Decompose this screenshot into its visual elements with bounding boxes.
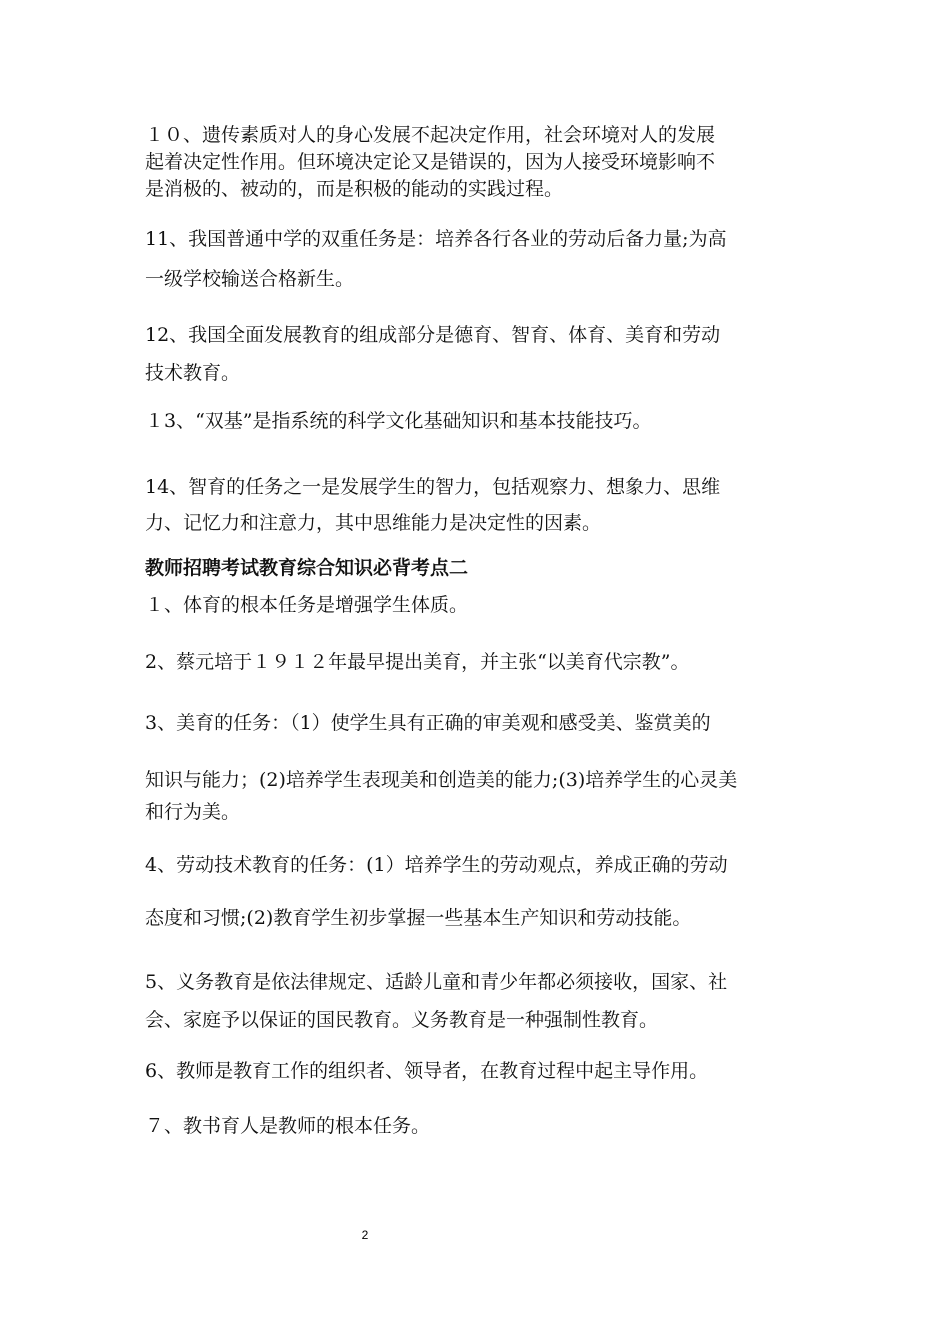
item-line: 5、义务教育是依法律规定、适龄儿童和青少年都必须接收，国家、社 — [145, 971, 728, 993]
paragraph-12 — [145, 318, 815, 394]
page-number: 2 — [361, 1228, 369, 1242]
paragraph-14 — [145, 470, 815, 546]
paragraph-line: 12、我国全面发展教育的组成部分是德育、智育、体育、美育和劳动 — [145, 324, 721, 346]
paragraph-line: 力、记忆力和注意力，其中思维能力是决定性的因素。 — [145, 512, 602, 534]
section-item-3 — [145, 706, 815, 826]
paragraph-line: 一级学校输送合格新生。 — [145, 268, 355, 290]
section-heading — [145, 554, 815, 582]
section-item-5 — [145, 965, 815, 1041]
section-item-1 — [145, 588, 815, 626]
paragraph-line: 11、我国普通中学的双重任务是：培养各行各业的劳动后备力量;为高 — [145, 228, 727, 250]
paragraph-line: １3、“双基”是指系统的科学文化基础知识和基本技能技巧。 — [145, 410, 652, 432]
item-line: 3、美育的任务：（1）使学生具有正确的审美观和感受美、鉴赏美的 — [145, 712, 711, 734]
section-heading-text: 教师招聘考试教育综合知识必背考点二 — [145, 557, 469, 579]
section-item-4 — [145, 848, 815, 938]
item-line: 2、蔡元培于１９１２年最早提出美育，并主张“以美育代宗教”。 — [145, 651, 690, 673]
item-line: ７、教书育人是教师的根本任务。 — [145, 1115, 431, 1137]
item-line: 会、家庭予以保证的国民教育。义务教育是一种强制性教育。 — [145, 1009, 659, 1031]
item-line: 态度和习惯;(2)教育学生初步掌握一些基本生产知识和劳动技能。 — [145, 907, 692, 929]
section-item-6 — [145, 1054, 815, 1092]
paragraph-line: 技术教育。 — [145, 362, 241, 384]
paragraph-13 — [145, 404, 815, 442]
paragraph-line: 起着决定性作用。但环境决定论又是错误的，因为人接受环境影响不 — [145, 151, 716, 173]
section-item-2 — [145, 645, 815, 683]
paragraph-line: １０、遗传素质对人的身心发展不起决定作用，社会环境对人的发展 — [145, 124, 716, 146]
item-line: 和行为美。 — [145, 801, 241, 823]
section-item-7 — [145, 1109, 815, 1147]
item-line: 4、劳动技术教育的任务：(1）培养学生的劳动观点，养成正确的劳动 — [145, 854, 728, 876]
item-line: 知识与能力；(2)培养学生表现美和创造美的能力;(3)培养学生的心灵美 — [145, 769, 738, 791]
paragraph-10 — [145, 122, 815, 203]
item-line: １、体育的根本任务是增强学生体质。 — [145, 594, 469, 616]
paragraph-line: 14、智育的任务之一是发展学生的智力，包括观察力、想象力、思维 — [145, 476, 721, 498]
paragraph-11 — [145, 222, 815, 298]
item-line: 6、教师是教育工作的组织者、领导者，在教育过程中起主导作用。 — [145, 1060, 709, 1082]
paragraph-line: 是消极的、被动的，而是积极的能动的实践过程。 — [145, 178, 564, 200]
